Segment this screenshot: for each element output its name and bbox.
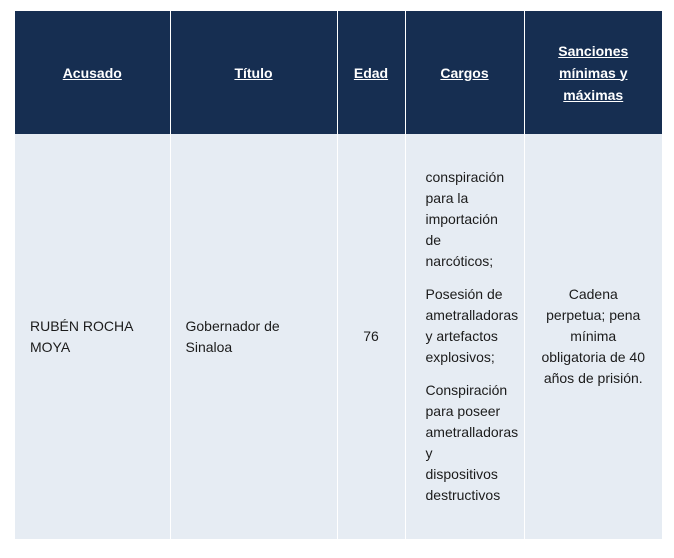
- header-titulo: Título: [170, 11, 337, 134]
- charge-item: conspiración para la importación de narcóticos;: [425, 169, 505, 269]
- cell-edad: 76: [337, 134, 405, 539]
- header-row: [15, 11, 662, 134]
- header-sanciones: Sanciones mínimas y máximas: [524, 11, 662, 134]
- header-acusado: Acusado: [15, 11, 170, 134]
- charges-table: [15, 11, 662, 539]
- cell-cargos: [405, 134, 524, 539]
- cell-sanciones: Cadena perpetua; pena mínima obligatoria de 40 años de prisión.: [524, 134, 662, 539]
- cell-acusado: RUBÉN ROCHA MOYA: [15, 134, 170, 539]
- charge-item: Posesión de ametralladoras y artefactos explosivos;: [425, 286, 519, 365]
- charge-item: Conspiración para poseer ametralladoras y dispositivos destructivos: [425, 382, 519, 503]
- header-edad: Edad: [337, 11, 405, 134]
- header-cargos: Cargos: [405, 11, 524, 134]
- cell-titulo: Gobernador de Sinaloa: [170, 134, 337, 539]
- table-row: [15, 134, 662, 539]
